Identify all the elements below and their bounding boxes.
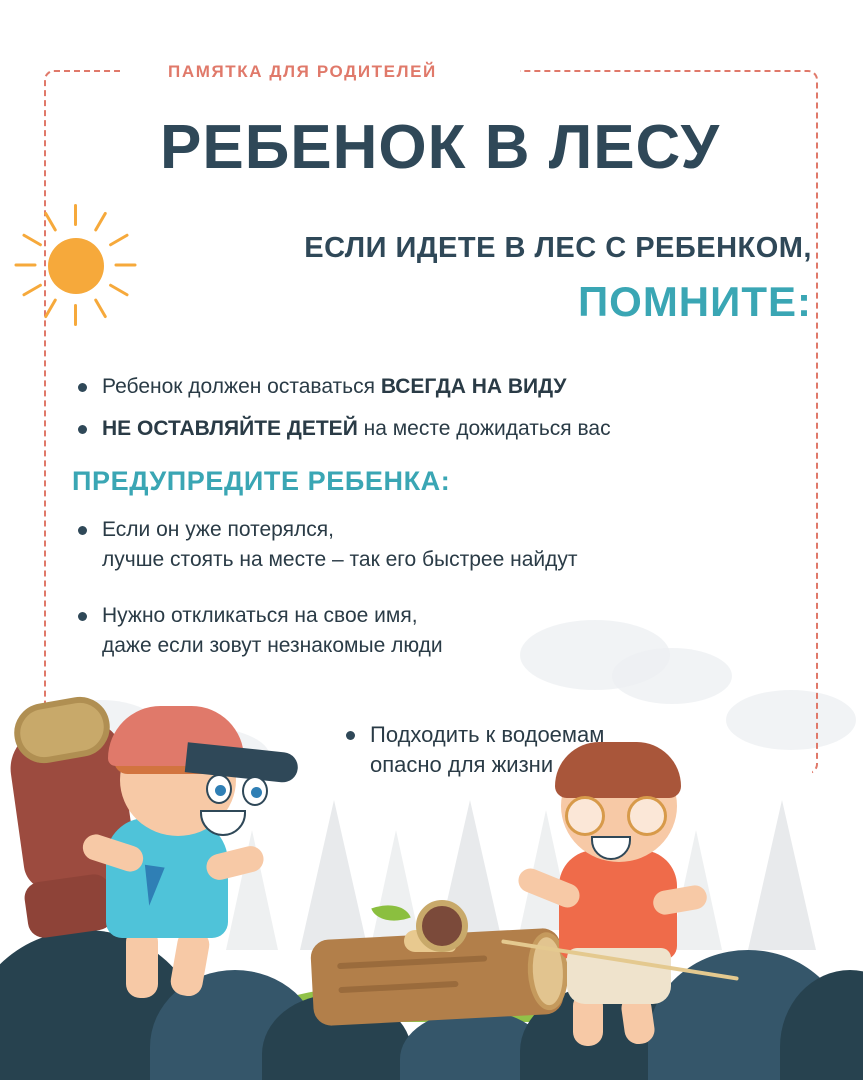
list-item — [72, 601, 812, 661]
character-boy-with-glasses — [503, 740, 763, 1040]
water-warning-line-2: опасно для жизни — [370, 752, 554, 777]
snail-icon — [404, 900, 470, 954]
rule-text-bold: ВСЕГДА НА ВИДУ — [380, 375, 567, 398]
subtitle-line-2: ПОМНИТЕ: — [577, 278, 812, 325]
hair — [555, 742, 681, 798]
sun-core — [48, 238, 104, 294]
shorts — [567, 948, 671, 1004]
kicker-label: ПАМЯТКА ДЛЯ РОДИТЕЛЕЙ — [168, 62, 437, 81]
water-warning-line-1: Подходить к водоемам — [370, 722, 605, 747]
rule-text-bold: НЕ ОСТАВЛЯЙТЕ ДЕТЕЙ — [102, 417, 358, 440]
character-boy-with-backpack — [10, 690, 330, 1020]
backpack-pocket — [23, 872, 116, 939]
warning-line-1: Если он уже потерялся, — [102, 518, 334, 541]
list-item — [72, 414, 812, 444]
warning-line-2: лучше стоять на месте – так его быстрее найдут — [102, 548, 578, 571]
section-heading: ПРЕДУПРЕДИТЕ РЕБЕНКА: — [72, 466, 451, 496]
subtitle-line-1: ЕСЛИ ИДЕТЕ В ЛЕС С РЕБЕНКОМ, — [304, 232, 812, 264]
leg — [169, 928, 212, 999]
warning-line-1: Нужно откликаться на свое имя, — [102, 604, 418, 627]
list-item — [72, 515, 812, 575]
snail-shell — [416, 900, 468, 952]
torso — [106, 818, 228, 938]
page-title: РЕБЕНОК В ЛЕСУ — [160, 113, 721, 182]
rule-text-normal: Ребенок должен оставаться — [102, 375, 381, 398]
eye — [242, 776, 268, 806]
warning-line-2: даже если зовут незнакомые люди — [102, 634, 443, 657]
rules-block — [72, 372, 812, 687]
eye — [206, 774, 232, 804]
glasses-icon — [565, 796, 673, 836]
list-item — [72, 372, 812, 402]
sun-icon — [10, 200, 140, 330]
rule-text-tail: на месте дожидаться вас — [357, 417, 611, 440]
leg — [126, 928, 158, 998]
